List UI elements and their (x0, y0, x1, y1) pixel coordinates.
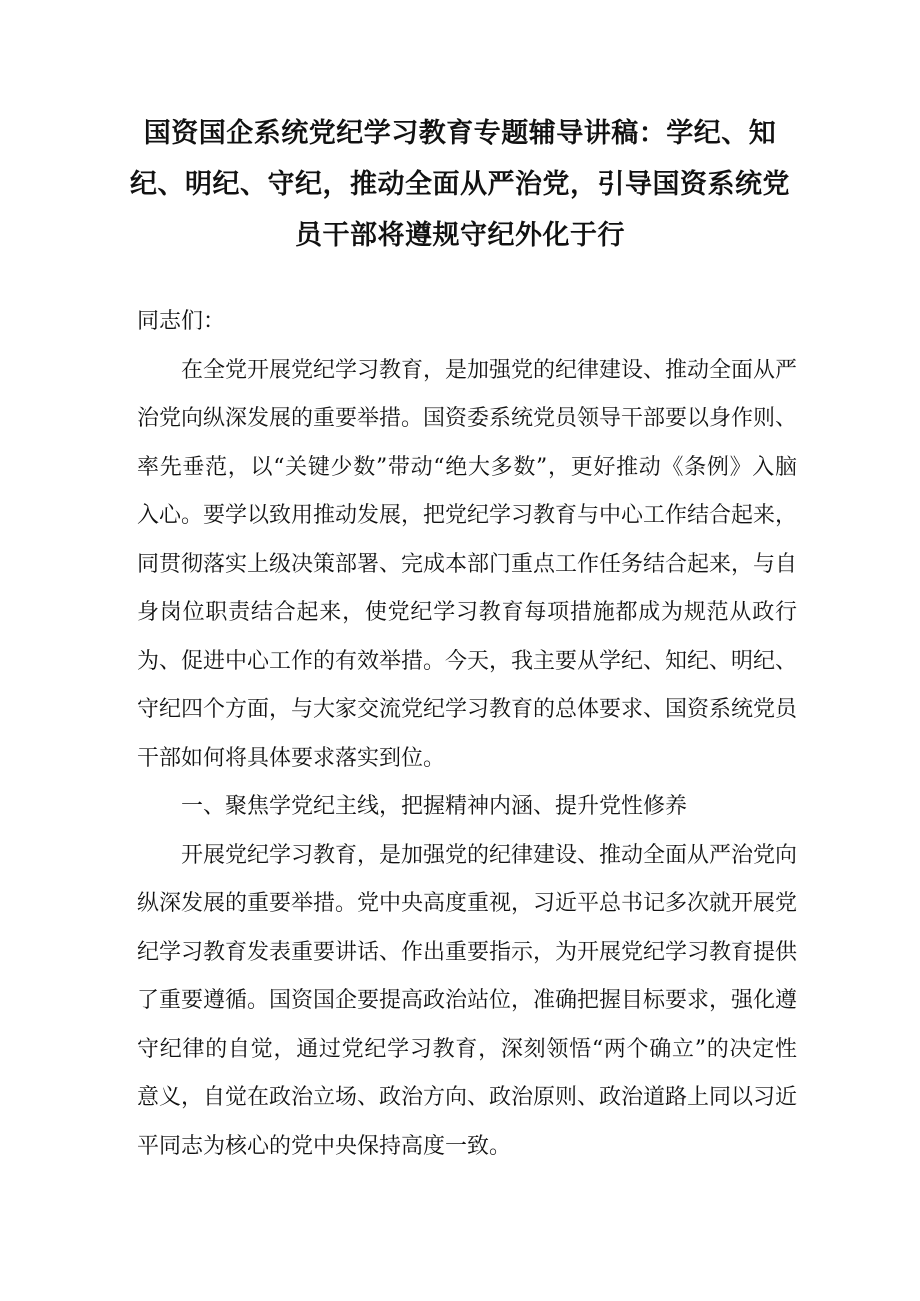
section-1-paragraph: 开展党纪学习教育，是加强党的纪律建设、推动全面从严治党向纵深发展的重要举措。党中央高度重视，习近平总书记多次就开展党纪学习教育发表重要讲话、作出重要指示，为开展党纪学习教育提供了重要遵循。国资国企要提高政治站位，准确把握目标要求，强化遵守纪律的自觉，通过党纪学习教育，深刻领悟“两个确立”的决定性意义，自觉在政治立场、政治方向、政治原则、政治道路上同以习近平同志为核心的党中央保持高度一致。 (137, 842, 798, 1159)
intro-paragraph: 在全党开展党纪学习教育，是加强党的纪律建设、推动全面从严治党向纵深发展的重要举措。国资委系统党员领导干部要以身作则、率先垂范，以“关键少数”带动“绝大多数”，更好推动《条例》入脑入心。要学以致用推动发展，把党纪学习教育与中心工作结合起来，同贯彻落实上级决策部署、完成本部门重点工作任务结合起来，与自身岗位职责结合起来，使党纪学习教育每项措施都成为规范从政行为、促进中心工作的有效举措。今天，我主要从学纪、知纪、明纪、守纪四个方面，与大家交流党纪学习教育的总体要求、国资系统党员干部如何将具体要求落实到位。 (137, 357, 798, 771)
greeting: 同志们： (137, 309, 226, 334)
document-body (137, 298, 797, 1171)
section-heading-1: 一、聚焦学党纪主线，把握精神内涵、提升党性修养 (181, 794, 688, 819)
document-title: 国资国企系统党纪学习教育专题辅导讲稿：学纪、知纪、明纪、守纪，推动全面从严治党，引导国资系统党员干部将遵规守纪外化于行 (130, 118, 790, 251)
